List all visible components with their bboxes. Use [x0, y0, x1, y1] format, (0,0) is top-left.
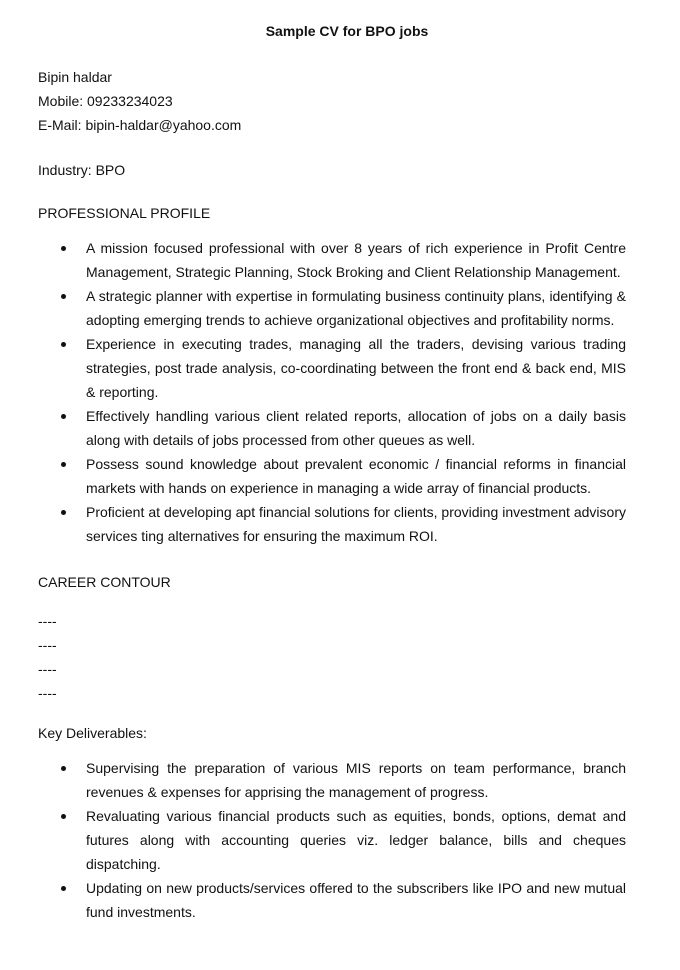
- email-address: E-Mail: bipin-haldar@yahoo.com: [38, 117, 242, 133]
- placeholder-line: ----: [38, 637, 57, 653]
- document-title: Sample CV for BPO jobs: [265, 23, 429, 39]
- profile-item: Possess sound knowledge about prevalent economic / financial reforms in financial markets with hands on experience in managing a wide array of financial products.: [38, 452, 626, 500]
- career-contour-placeholders: [38, 609, 626, 705]
- candidate-name: Bipin haldar: [38, 69, 112, 85]
- placeholder-line: ----: [38, 661, 57, 677]
- key-deliverables-heading: Key Deliverables:: [38, 725, 147, 741]
- professional-profile-heading: PROFESSIONAL PROFILE: [38, 205, 211, 221]
- profile-item: A strategic planner with expertise in formulating business continuity plans, identifying & adopting emerging trends to achieve organizational objectives and profitability norms.: [38, 284, 626, 332]
- deliverable-item: Updating on new products/services offered to the subscribers like IPO and new mutual fund investments.: [38, 876, 626, 924]
- profile-item: A mission focused professional with over 8 years of rich experience in Profit Centre Management, Strategic Planning, Stock Broking and Client Relationship Management.: [38, 236, 626, 284]
- deliverable-item: Revaluating various financial products such as equities, bonds, options, demat and futures along with accounting queries viz. ledger balance, bills and cheques dispatching.: [38, 804, 626, 876]
- profile-item: Proficient at developing apt financial solutions for clients, providing investment advisory services ting alternatives for ensuring the maximum ROI.: [38, 500, 626, 548]
- profile-item: Experience in executing trades, managing all the traders, devising various trading strategies, post trade analysis, co-coordinating between the front end & back end, MIS & reporting.: [38, 332, 626, 404]
- placeholder-line: ----: [38, 685, 57, 701]
- profile-item: Effectively handling various client related reports, allocation of jobs on a daily basis along with details of jobs processed from other queues as well.: [38, 404, 626, 452]
- career-contour-heading: CAREER CONTOUR: [38, 574, 171, 590]
- deliverable-item: Supervising the preparation of various MIS reports on team performance, branch revenues & expenses for apprising the management of progress.: [38, 756, 626, 804]
- key-deliverables-list: [38, 756, 626, 924]
- mobile-number: Mobile: 09233234023: [38, 93, 173, 109]
- placeholder-line: ----: [38, 613, 57, 629]
- professional-profile-list: [38, 236, 626, 548]
- contact-block: [38, 65, 626, 137]
- industry-line: Industry: BPO: [38, 162, 126, 178]
